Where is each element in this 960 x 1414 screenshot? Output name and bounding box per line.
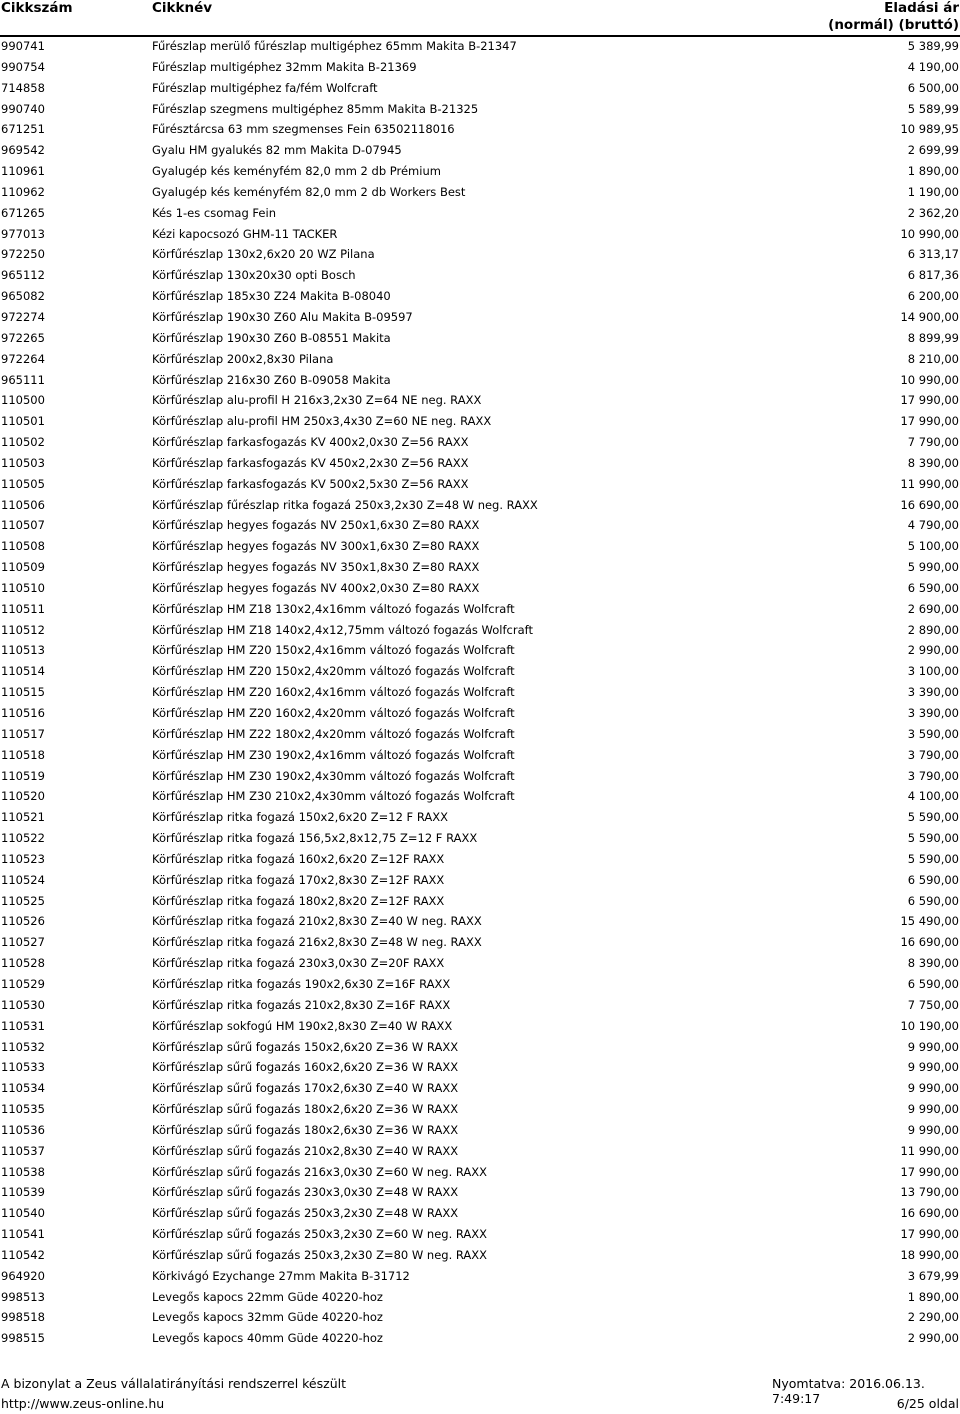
table-row [0,891,960,912]
item-name: Körfűrészlap HM Z18 130x2,4x16mm változó fogazás Wolfcraft [152,601,515,616]
table-row [0,620,960,641]
item-name: Körkivágó Ezychange 27mm Makita B-31712 [152,1268,410,1283]
item-name: Fűrésztárcsa 63 mm szegmenses Fein 63502118016 [152,122,455,137]
item-name: Körfűrészlap sűrű fogazás 216x3,0x30 Z=60 W neg. RAXX [152,1164,488,1179]
table-row [0,1287,960,1308]
item-price: 6 500,00 [907,80,959,95]
item-price: 15 490,00 [900,914,959,929]
item-price: 3 390,00 [907,685,959,700]
table-row [0,36,960,57]
item-name: Kézi kapocsozó GHM-11 TACKER [152,226,338,241]
item-name: Körfűrészlap 130x20x30 opti Bosch [152,268,356,283]
item-price: 4 100,00 [907,789,959,804]
table-row [0,661,960,682]
item-price: 3 390,00 [907,706,959,720]
table-row [0,411,960,432]
table-row [0,995,960,1016]
item-price: 2 290,00 [907,1310,959,1325]
item-name: Körfűrészlap ritka fogazá 180x2,8x20 Z=12F RAXX [152,893,445,908]
item-name: Körfűrészlap sűrű fogazás 150x2,6x20 Z=36 W RAXX [152,1039,459,1054]
item-code: 990741 [1,39,45,53]
item-code: 110513 [1,643,45,658]
item-price: 3 790,00 [907,747,959,762]
item-price: 8 899,99 [907,330,959,345]
table-row [0,766,960,787]
item-name: Körfűrészlap ritka fogazás 210x2,8x30 Z=16F RAXX [152,997,451,1012]
item-code: 977013 [1,226,45,241]
table-row [0,140,960,161]
item-price: 5 590,00 [907,831,959,846]
table-row [0,1266,960,1287]
table-row [0,1099,960,1120]
item-name: Körfűrészlap HM Z18 140x2,4x12,75mm változó fogazás Wolfcraft [152,622,533,637]
table-row [0,432,960,453]
item-price: 16 690,00 [900,935,959,950]
item-price: 4 190,00 [907,59,959,74]
item-code: 110524 [1,872,45,887]
item-price: 6 590,00 [907,872,959,887]
item-name: Levegős kapocs 32mm Güde 40220-hoz [152,1310,383,1325]
item-code: 714858 [1,80,45,95]
item-price: 5 590,00 [907,851,959,866]
item-price: 9 990,00 [907,1039,959,1054]
item-price: 3 679,99 [907,1268,959,1283]
table-row [0,557,960,578]
item-price: 1 890,00 [907,1289,959,1304]
item-name: Körfűrészlap 190x30 Z60 B-08551 Makita [152,330,391,345]
item-code: 110538 [1,1164,45,1179]
item-name: Gyalu HM gyalukés 82 mm Makita D-07945 [152,143,402,158]
item-name: Körfűrészlap HM Z20 160x2,4x16mm változó fogazás Wolfcraft [152,685,515,700]
item-code: 110501 [1,414,45,429]
item-code: 998513 [1,1289,45,1304]
item-price: 10 990,00 [900,372,959,387]
table-row [0,161,960,182]
item-price: 6 590,00 [907,976,959,991]
table-row [0,182,960,203]
item-name: Körfűrészlap ritka fogazá 160x2,6x20 Z=12F RAXX [152,851,445,866]
item-code: 965082 [1,289,45,304]
table-row [0,495,960,516]
item-price: 13 790,00 [900,1185,959,1200]
item-code: 990740 [1,101,45,116]
table-row [0,849,960,870]
item-name: Körfűrészlap sűrű fogazás 160x2,6x20 Z=36 W RAXX [152,1060,459,1075]
item-code: 110505 [1,476,45,491]
item-code: 110537 [1,1143,45,1158]
table-row [0,536,960,557]
item-price: 3 790,00 [907,768,959,783]
item-price: 6 817,36 [907,268,959,283]
table-row [0,703,960,724]
item-name: Körfűrészlap 200x2,8x30 Pilana [152,351,334,366]
item-price: 17 990,00 [900,1227,959,1242]
item-code: 110542 [1,1247,45,1262]
table-row [0,286,960,307]
item-price: 3 100,00 [907,664,959,679]
table-row [0,515,960,536]
item-code: 110502 [1,435,45,450]
item-name: Körfűrészlap 130x2,6x20 20 WZ Pilana [152,247,375,262]
item-price: 1 190,00 [907,184,959,199]
item-name: Gyalugép kés keményfém 82,0 mm 2 db Workers Best [152,184,466,199]
table-row [0,1057,960,1078]
item-price: 9 990,00 [907,1060,959,1075]
item-price: 2 690,00 [907,601,959,616]
table-row [0,870,960,891]
item-code: 671251 [1,122,45,137]
table-row [0,807,960,828]
item-code: 972265 [1,330,45,345]
table-row [0,1141,960,1162]
item-code: 110514 [1,664,45,679]
item-code: 110521 [1,810,45,825]
table-row [0,1307,960,1328]
item-name: Körfűrészlap ritka fogazá 156,5x2,8x12,75 Z=12 F RAXX [152,831,478,846]
item-price: 8 390,00 [907,956,959,971]
item-code: 110525 [1,893,45,908]
item-code: 110500 [1,393,45,408]
item-code: 110533 [1,1060,45,1075]
page-number: 6/25 oldal [896,1396,959,1411]
item-price: 5 100,00 [907,539,959,554]
table-row [0,224,960,245]
table-row [0,828,960,849]
item-price: 11 990,00 [900,476,959,491]
item-price: 2 362,20 [907,205,959,220]
item-code: 110509 [1,560,45,575]
item-price: 5 590,00 [907,810,959,825]
table-row [0,786,960,807]
item-name: Körfűrészlap HM Z30 210x2,4x30mm változó fogazás Wolfcraft [152,789,515,804]
item-name: Körfűrészlap farkasfogazás KV 500x2,5x30 Z=56 RAXX [152,476,469,491]
item-code: 110529 [1,976,45,991]
item-name: Körfűrészlap HM Z20 160x2,4x20mm változó fogazás Wolfcraft [152,706,515,720]
column-header-code: Cikkszám [1,0,73,16]
item-name: Levegős kapocs 40mm Güde 40220-hoz [152,1331,383,1346]
item-price: 5 589,99 [907,101,959,116]
item-name: Körfűrészlap ritka fogazá 150x2,6x20 Z=12 F RAXX [152,810,448,825]
item-price: 4 790,00 [907,518,959,533]
item-code: 110532 [1,1039,45,1054]
item-name: Körfűrészlap sűrű fogazás 250x3,2x30 Z=80 W neg. RAXX [152,1247,488,1262]
item-code: 972274 [1,309,45,324]
column-header-price-sub: (normál) (bruttó) [828,17,959,33]
item-name: Körfűrészlap fűrészlap ritka fogazá 250x3,2x30 Z=48 W neg. RAXX [152,497,538,512]
table-row [0,1078,960,1099]
item-code: 110541 [1,1227,45,1242]
item-code: 110962 [1,184,45,199]
table-row [0,1182,960,1203]
table-row [0,328,960,349]
print-timestamp: Nyomtatva: 2016.06.13. 7:49:17 [772,1376,925,1406]
item-name: Körfűrészlap alu-profil H 216x3,2x30 Z=64 NE neg. RAXX [152,393,482,408]
item-code: 110516 [1,706,45,720]
table-row [0,78,960,99]
item-name: Fűrészlap multigéphez fa/fém Wolfcraft [152,80,378,95]
item-name: Körfűrészlap sűrű fogazás 170x2,6x30 Z=40 W RAXX [152,1081,459,1096]
table-header [0,0,960,38]
item-code: 969542 [1,143,45,158]
table-row [0,119,960,140]
table-row [0,1224,960,1245]
item-code: 110530 [1,997,45,1012]
item-price: 6 313,17 [907,247,959,262]
item-name: Gyalugép kés keményfém 82,0 mm 2 db Prémium [152,164,441,179]
item-name: Körfűrészlap 185x30 Z24 Makita B-08040 [152,289,391,304]
table-row [0,1162,960,1183]
item-code: 110515 [1,685,45,700]
item-name: Levegős kapocs 22mm Güde 40220-hoz [152,1289,383,1304]
item-price: 2 990,00 [907,1331,959,1346]
item-price: 2 890,00 [907,622,959,637]
item-code: 110507 [1,518,45,533]
item-name: Körfűrészlap hegyes fogazás NV 250x1,6x30 Z=80 RAXX [152,518,480,533]
item-price: 8 390,00 [907,455,959,470]
table-row [0,932,960,953]
item-code: 110519 [1,768,45,783]
item-price: 9 990,00 [907,1081,959,1096]
table-row [0,953,960,974]
item-name: Körfűrészlap ritka fogazá 216x2,8x30 Z=48 W neg. RAXX [152,935,482,950]
item-name: Körfűrészlap ritka fogazá 210x2,8x30 Z=40 W neg. RAXX [152,914,482,929]
item-code: 671265 [1,205,45,220]
item-code: 110523 [1,851,45,866]
item-code: 972264 [1,351,45,366]
table-row [0,390,960,411]
item-code: 964920 [1,1268,45,1283]
item-price: 18 990,00 [900,1247,959,1262]
item-name: Körfűrészlap farkasfogazás KV 450x2,2x30 Z=56 RAXX [152,455,469,470]
item-code: 110518 [1,747,45,762]
product-table [0,36,960,1349]
item-code: 110531 [1,1018,45,1033]
item-name: Körfűrészlap ritka fogazá 230x3,0x30 Z=20F RAXX [152,956,445,971]
item-code: 110539 [1,1185,45,1200]
table-row [0,682,960,703]
item-code: 110520 [1,789,45,804]
item-code: 965111 [1,372,45,387]
item-price: 6 200,00 [907,289,959,304]
item-name: Körfűrészlap HM Z20 150x2,4x16mm változó fogazás Wolfcraft [152,643,515,658]
item-code: 110510 [1,580,45,595]
item-name: Körfűrészlap ritka fogazá 170x2,8x30 Z=12F RAXX [152,872,445,887]
table-row [0,578,960,599]
table-row [0,1120,960,1141]
table-row [0,453,960,474]
table-row [0,974,960,995]
table-row [0,745,960,766]
item-price: 10 989,95 [900,122,959,137]
item-name: Körfűrészlap HM Z30 190x2,4x16mm változó fogazás Wolfcraft [152,747,515,762]
page-footer [0,1372,960,1414]
item-price: 5 389,99 [907,39,959,53]
item-name: Körfűrészlap sűrű fogazás 180x2,6x30 Z=36 W RAXX [152,1122,459,1137]
item-code: 110534 [1,1081,45,1096]
table-row [0,1203,960,1224]
item-code: 110526 [1,914,45,929]
item-name: Körfűrészlap hegyes fogazás NV 400x2,0x30 Z=80 RAXX [152,580,480,595]
item-price: 9 990,00 [907,1102,959,1117]
item-price: 17 990,00 [900,414,959,429]
item-name: Körfűrészlap sűrű fogazás 250x3,2x30 Z=48 W RAXX [152,1206,459,1221]
item-code: 110522 [1,831,45,846]
table-row [0,1245,960,1266]
item-code: 110508 [1,539,45,554]
item-code: 998518 [1,1310,45,1325]
table-row [0,57,960,78]
table-row [0,244,960,265]
item-price: 14 900,00 [900,309,959,324]
item-price: 17 990,00 [900,393,959,408]
column-header-price: Eladási ár [884,0,959,16]
item-price: 11 990,00 [900,1143,959,1158]
item-name: Fűrészlap szegmens multigéphez 85mm Makita B-21325 [152,101,479,116]
table-row [0,1037,960,1058]
item-price: 9 990,00 [907,1122,959,1137]
item-price: 2 699,99 [907,143,959,158]
item-name: Fűrészlap merülő fűrészlap multigéphez 65mm Makita B-21347 [152,39,517,53]
table-row [0,99,960,120]
item-code: 965112 [1,268,45,283]
item-price: 10 990,00 [900,226,959,241]
item-name: Körfűrészlap sűrű fogazás 250x3,2x30 Z=60 W neg. RAXX [152,1227,488,1242]
item-price: 3 590,00 [907,726,959,741]
table-row [0,474,960,495]
item-name: Körfűrészlap alu-profil HM 250x3,4x30 Z=60 NE neg. RAXX [152,414,492,429]
table-row [0,307,960,328]
footer-note: A bizonylat a Zeus vállalatirányítási rendszerrel készült [1,1376,346,1391]
table-row [0,1016,960,1037]
item-price: 2 990,00 [907,643,959,658]
item-name: Körfűrészlap hegyes fogazás NV 300x1,6x30 Z=80 RAXX [152,539,480,554]
item-name: Fűrészlap multigéphez 32mm Makita B-21369 [152,59,417,74]
item-code: 110512 [1,622,45,637]
item-name: Körfűrészlap 190x30 Z60 Alu Makita B-09597 [152,309,413,324]
item-name: Körfűrészlap HM Z22 180x2,4x20mm változó fogazás Wolfcraft [152,726,515,741]
item-name: Körfűrészlap farkasfogazás KV 400x2,0x30 Z=56 RAXX [152,435,469,450]
item-code: 110535 [1,1102,45,1117]
item-code: 110517 [1,726,45,741]
item-price: 6 590,00 [907,580,959,595]
column-header-name: Cikknév [152,0,213,16]
table-row [0,911,960,932]
table-row [0,724,960,745]
item-price: 6 590,00 [907,893,959,908]
table-row [0,640,960,661]
item-name: Körfűrészlap sűrű fogazás 230x3,0x30 Z=48 W RAXX [152,1185,459,1200]
item-name: Körfűrészlap hegyes fogazás NV 350x1,8x30 Z=80 RAXX [152,560,480,575]
item-name: Körfűrészlap sűrű fogazás 210x2,8x30 Z=40 W RAXX [152,1143,459,1158]
item-name: Körfűrészlap sokfogú HM 190x2,8x30 Z=40 W RAXX [152,1018,453,1033]
item-price: 17 990,00 [900,1164,959,1179]
table-row [0,349,960,370]
item-price: 16 690,00 [900,1206,959,1221]
item-code: 998515 [1,1331,45,1346]
table-row [0,265,960,286]
item-price: 10 190,00 [900,1018,959,1033]
item-price: 7 790,00 [907,435,959,450]
table-row [0,599,960,620]
item-price: 8 210,00 [907,351,959,366]
item-name: Körfűrészlap HM Z30 190x2,4x30mm változó fogazás Wolfcraft [152,768,515,783]
item-price: 5 990,00 [907,560,959,575]
item-code: 110503 [1,455,45,470]
item-name: Körfűrészlap 216x30 Z60 B-09058 Makita [152,372,391,387]
item-code: 110536 [1,1122,45,1137]
item-price: 1 890,00 [907,164,959,179]
item-code: 110506 [1,497,45,512]
item-price: 7 750,00 [907,997,959,1012]
item-name: Körfűrészlap HM Z20 150x2,4x20mm változó fogazás Wolfcraft [152,664,515,679]
table-row [0,370,960,391]
item-code: 990754 [1,59,45,74]
table-row [0,1328,960,1349]
item-code: 110527 [1,935,45,950]
item-code: 972250 [1,247,45,262]
item-code: 110511 [1,601,45,616]
item-price: 16 690,00 [900,497,959,512]
item-name: Kés 1-es csomag Fein [152,205,276,220]
item-code: 110540 [1,1206,45,1221]
table-row [0,203,960,224]
item-name: Körfűrészlap ritka fogazás 190x2,6x30 Z=16F RAXX [152,976,451,991]
item-name: Körfűrészlap sűrű fogazás 180x2,6x20 Z=36 W RAXX [152,1102,459,1117]
footer-website-link[interactable]: http://www.zeus-online.hu [1,1396,165,1411]
item-code: 110961 [1,164,45,179]
item-code: 110528 [1,956,45,971]
